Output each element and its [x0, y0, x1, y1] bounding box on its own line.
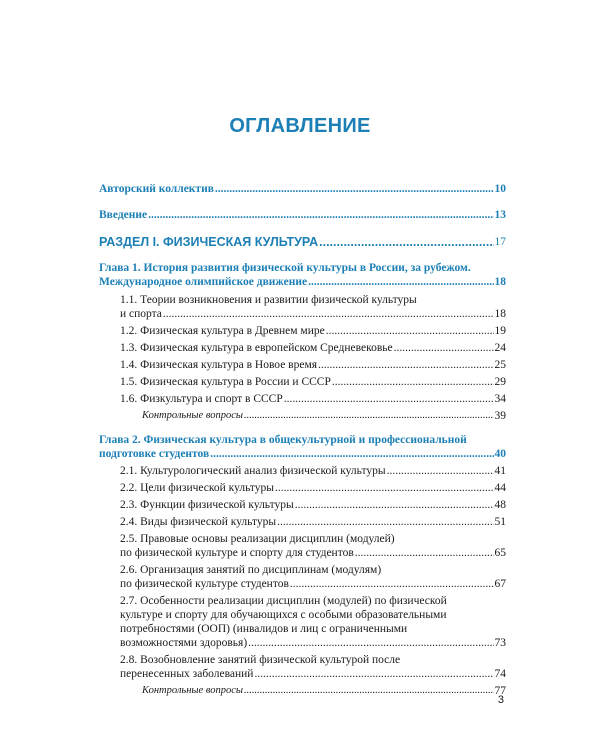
toc-entry-introduction[interactable]: Введение ..... 13 [99, 208, 506, 222]
page-ref: 51 [494, 516, 506, 528]
chapter-title-line: Глава 1. История развития физической культуры в России, за рубежом. [99, 262, 471, 274]
page-ref: 29 [494, 376, 506, 388]
toc-item-2-3[interactable]: 2.3. Функции физической культуры ..... 48 [99, 498, 506, 512]
page-title: ОГЛАВЛЕНИЕ [229, 115, 371, 137]
page-ref: 65 [494, 547, 506, 559]
toc-section-1[interactable]: РАЗДЕЛ I. ФИЗИЧЕСКАЯ КУЛЬТУРА ..... 17 [99, 235, 506, 249]
toc-item-1-4[interactable]: 1.4. Физическая культура в Новое время ..... 25 [99, 358, 506, 372]
toc-item-2-7[interactable]: 2.7. Особенности реализации дисциплин (модулей) по физической культуре и спорту для обучающихся с особыми образовательными потребностями (ООП) (инвалидов и лиц с ограниченными возможностями здоровья) ..... 73 [99, 594, 506, 650]
table-of-contents [99, 182, 506, 698]
page-ref: 13 [494, 209, 506, 221]
toc-review-questions-2[interactable]: Контрольные вопросы ..... 77 [99, 684, 506, 698]
page-number: 3 [497, 694, 504, 706]
chapter-title-line: Глава 2. Физическая культура в общекультурной и профессиональной [99, 434, 467, 446]
toc-item-1-3[interactable]: 1.3. Физическая культура в европейском Средневековье ..... 24 [99, 341, 506, 355]
page-ref: 77 [494, 685, 506, 697]
toc-chapter-1[interactable]: Глава 1. История развития физической культуры в России, за рубежом. Международное олимпийское движение ..... 18 [99, 261, 506, 289]
toc-item-2-8[interactable]: 2.8. Возобновление занятий физической культурой после перенесенных заболеваний ..... 74 [99, 653, 506, 681]
page-ref: 19 [494, 325, 506, 337]
toc-item-1-2[interactable]: 1.2. Физическая культура в Древнем мире ..... 19 [99, 324, 506, 338]
page-ref: 74 [494, 668, 506, 680]
toc-item-1-1[interactable]: 1.1. Теории возникновения и развитии физической культуры и спорта ..... 18 [99, 293, 506, 321]
page-ref: 44 [494, 482, 506, 494]
page-ref: 25 [494, 359, 506, 371]
page-ref: 10 [494, 183, 506, 195]
toc-item-2-6[interactable]: 2.6. Организация занятий по дисциплинам (модулям) по физической культуре студентов ..... 67 [99, 563, 506, 591]
toc-item-1-6[interactable]: 1.6. Физкультура и спорт в СССР ..... 34 [99, 392, 506, 406]
page-ref: 39 [494, 410, 506, 422]
page-ref: 73 [494, 637, 506, 649]
page-ref: 18 [494, 308, 506, 320]
toc-item-1-5[interactable]: 1.5. Физическая культура в России и СССР ..... 29 [99, 375, 506, 389]
page-ref: 40 [494, 448, 506, 460]
toc-item-2-4[interactable]: 2.4. Виды физической культуры ..... 51 [99, 515, 506, 529]
toc-item-2-5[interactable]: 2.5. Правовые основы реализации дисциплин (модулей) по физической культуре и спорту для студентов ..... 65 [99, 532, 506, 560]
toc-item-2-2[interactable]: 2.2. Цели физической культуры ..... 44 [99, 481, 506, 495]
toc-item-2-1[interactable]: 2.1. Культурологический анализ физической культуры ..... 41 [99, 464, 506, 478]
toc-entry-authors[interactable]: Авторский коллектив ..... 10 [99, 182, 506, 196]
page-ref: 18 [494, 276, 506, 288]
page-ref: 24 [494, 342, 506, 354]
page-ref: 17 [494, 236, 506, 248]
toc-chapter-2[interactable]: Глава 2. Физическая культура в общекультурной и профессиональной подготовке студентов ..... 40 [99, 433, 506, 461]
page-ref: 67 [494, 578, 506, 590]
page-ref: 34 [494, 393, 506, 405]
page-ref: 41 [494, 465, 506, 477]
page-ref: 48 [494, 499, 506, 511]
toc-review-questions-1[interactable]: Контрольные вопросы ..... 39 [99, 409, 506, 423]
